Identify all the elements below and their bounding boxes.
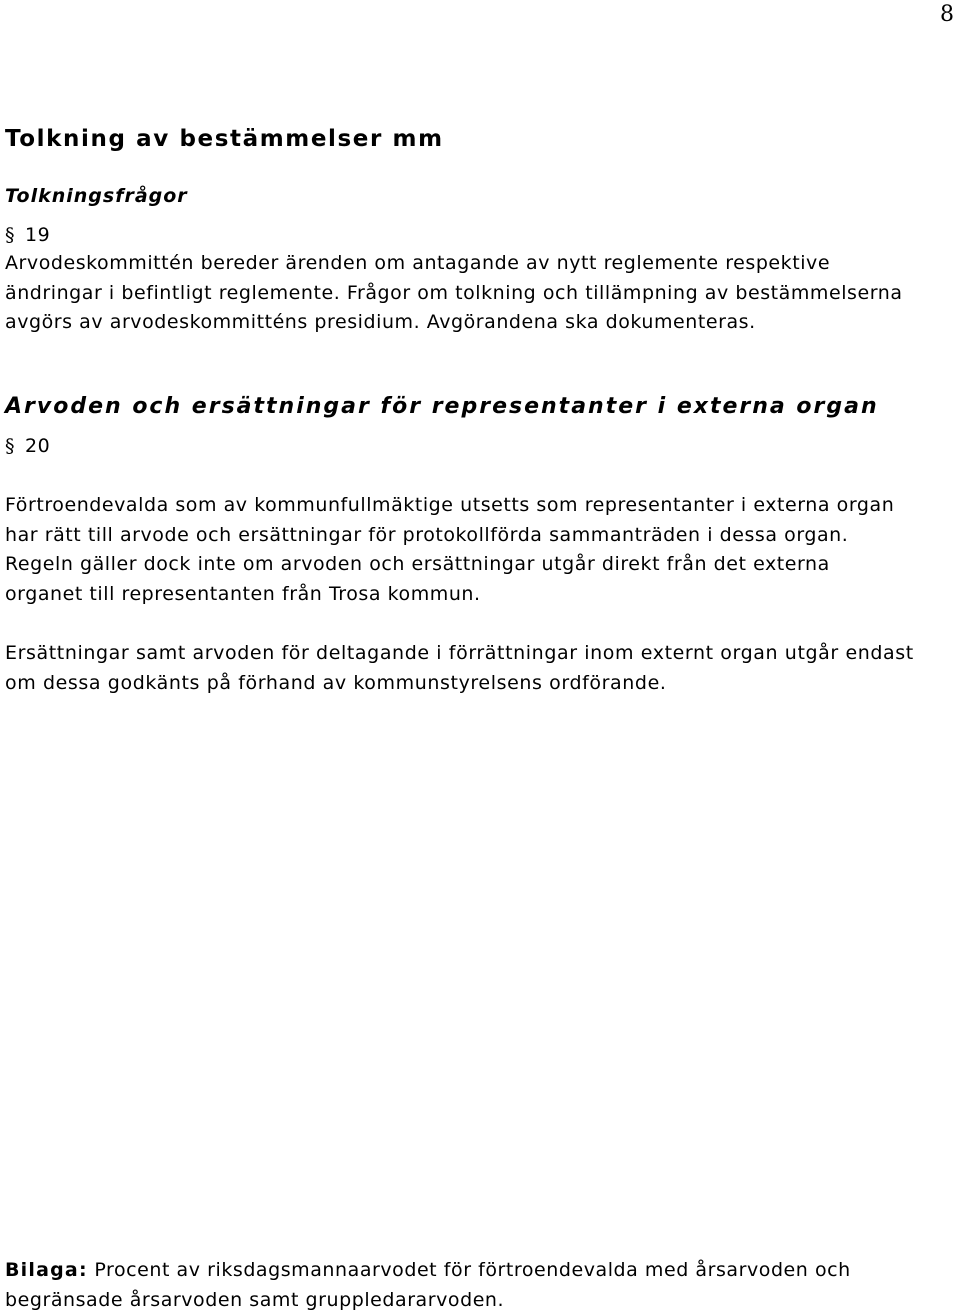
section-number: 19 xyxy=(25,224,50,246)
section-symbol: § xyxy=(5,224,15,246)
paragraph-20-text-2 xyxy=(5,639,914,698)
text-line: organet till representanten från Trosa kommun. xyxy=(5,580,894,610)
section-number: 20 xyxy=(25,435,50,457)
text-line: om dessa godkänts på förhand av kommunstyrelsens ordförande. xyxy=(5,669,914,699)
paragraph-20-text-1 xyxy=(5,491,894,609)
text-line xyxy=(5,1256,851,1286)
attachment-note xyxy=(5,1256,851,1315)
text-line: Arvodeskommittén bereder ärenden om antagande av nytt reglemente respektive xyxy=(5,249,903,279)
section-symbol: § xyxy=(5,435,15,457)
text-line: Regeln gäller dock inte om arvoden och ersättningar utgår direkt från det externa xyxy=(5,550,894,580)
text-line: har rätt till arvode och ersättningar för protokollförda sammanträden i dessa organ. xyxy=(5,521,894,551)
text-line: begränsade årsarvoden samt gruppledararvoden. xyxy=(5,1286,851,1315)
paragraph-number-19 xyxy=(5,224,50,246)
text-line: Ersättningar samt arvoden för deltagande i förrättningar inom externt organ utgår endast xyxy=(5,639,914,669)
page-number: 8 xyxy=(940,2,954,27)
attachment-label: Bilaga: xyxy=(5,1259,88,1281)
text-line: avgörs av arvodeskommitténs presidium. Avgörandena ska dokumenteras. xyxy=(5,308,903,338)
text-line: ändringar i befintligt reglemente. Frågor om tolkning och tillämpning av bestämmelserna xyxy=(5,279,903,309)
attachment-text: Procent av riksdagsmannaarvodet för förtroendevalda med årsarvoden och xyxy=(94,1259,850,1281)
text-line: Förtroendevalda som av kommunfullmäktige utsetts som representanter i externa organ xyxy=(5,491,894,521)
heading-external-organ: Arvoden och ersättningar för representanter i externa organ xyxy=(5,394,879,419)
subheading-tolkningsfragor: Tolkningsfrågor xyxy=(5,185,188,207)
paragraph-19-text xyxy=(5,249,903,338)
paragraph-number-20 xyxy=(5,435,50,457)
section-heading-tolkning: Tolkning av bestämmelser mm xyxy=(5,126,444,152)
